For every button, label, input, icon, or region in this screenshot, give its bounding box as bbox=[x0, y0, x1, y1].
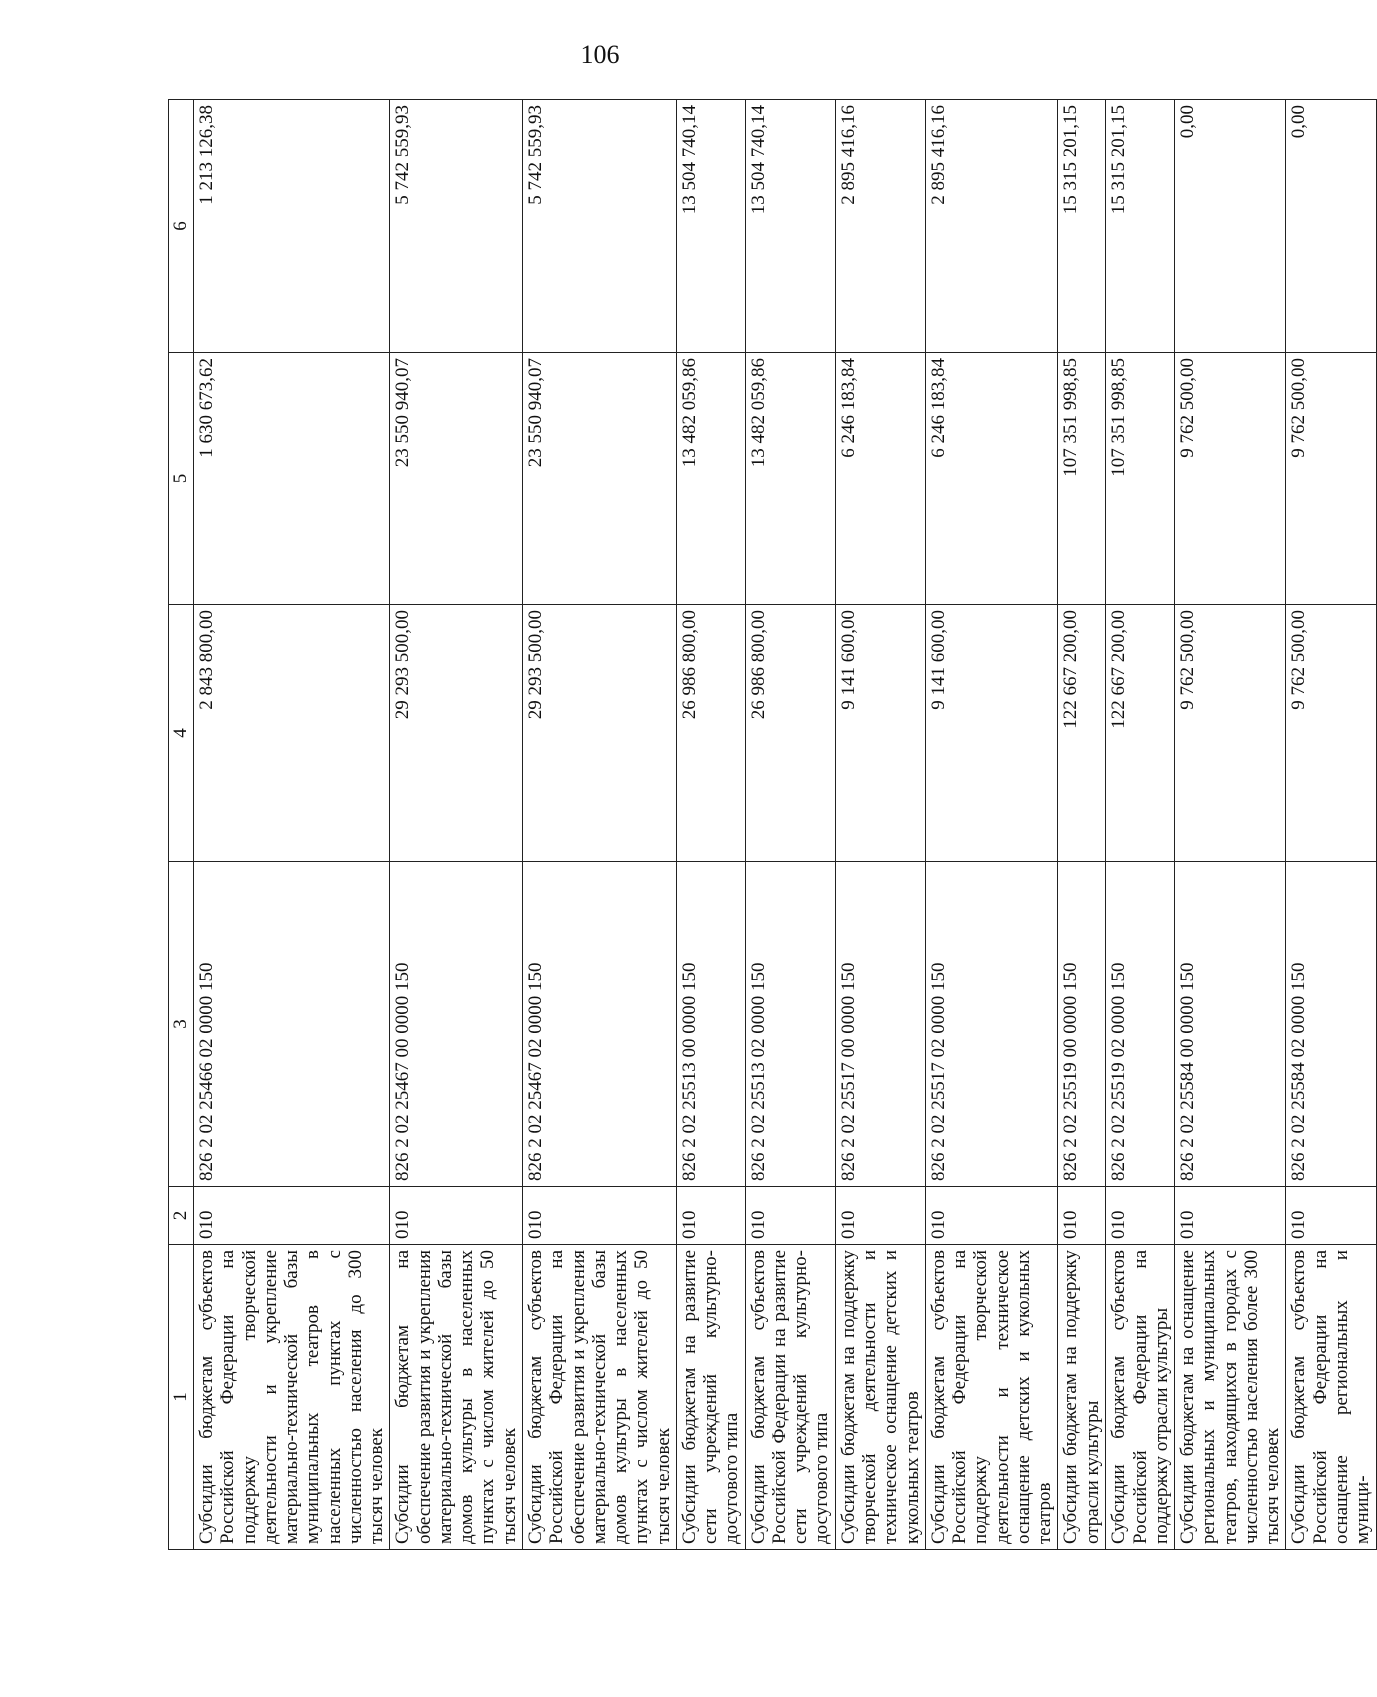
row-col5-cell: 107 351 998,85 bbox=[1058, 353, 1106, 605]
row-col4-cell: 2 843 800,00 bbox=[194, 605, 390, 862]
header-cell-1: 1 bbox=[169, 1245, 194, 1550]
row-col6-cell: 13 504 740,14 bbox=[676, 100, 745, 353]
row-code-cell: 010 bbox=[925, 1187, 1058, 1245]
table-row bbox=[676, 100, 745, 1550]
row-code-cell: 010 bbox=[194, 1187, 390, 1245]
row-kbk-cell: 826 2 02 25467 02 0000 150 bbox=[522, 862, 676, 1187]
row-code-cell: 010 bbox=[1058, 1187, 1106, 1245]
page-number: 106 bbox=[580, 40, 620, 69]
row-kbk-cell: 826 2 02 25466 02 0000 150 bbox=[194, 862, 390, 1187]
row-kbk-cell: 826 2 02 25513 02 0000 150 bbox=[745, 862, 835, 1187]
row-col6-cell: 2 895 416,16 bbox=[925, 100, 1058, 353]
row-name-cell: Субсидии бюджетам субъектов Российской Федерации на развитие сети учреждений культурно-досугового типа bbox=[745, 1245, 835, 1550]
table-container bbox=[168, 100, 1374, 1550]
row-code-cell: 010 bbox=[745, 1187, 835, 1245]
row-kbk-cell: 826 2 02 25517 00 0000 150 bbox=[835, 862, 925, 1187]
subsidies-table bbox=[168, 99, 1377, 1550]
row-col5-cell: 6 246 183,84 bbox=[925, 353, 1058, 605]
row-col5-cell: 6 246 183,84 bbox=[835, 353, 925, 605]
table-row bbox=[522, 100, 676, 1550]
row-code-cell: 010 bbox=[1286, 1187, 1376, 1245]
table-header-row bbox=[169, 100, 194, 1550]
row-name-cell: Субсидии бюджетам на оснащение региональных и муниципальных театров, находящихся в городах с численностью населения более 300 тысяч человек bbox=[1175, 1245, 1286, 1550]
row-code-cell: 010 bbox=[390, 1187, 523, 1245]
row-name-cell: Субсидии бюджетам субъектов Российской Федерации на поддержку творческой деятельности и укрепление материально-технической базы муниципальных театров в населенных пунктах с численностью населения до 300 тысяч человек bbox=[194, 1245, 390, 1550]
table-row bbox=[1058, 100, 1106, 1550]
row-col4-cell: 9 141 600,00 bbox=[925, 605, 1058, 862]
row-name-cell: Субсидии бюджетам на развитие сети учреждений культурно-досугового типа bbox=[676, 1245, 745, 1550]
row-kbk-cell: 826 2 02 25519 02 0000 150 bbox=[1106, 862, 1175, 1187]
table-row bbox=[835, 100, 925, 1550]
row-code-cell: 010 bbox=[1175, 1187, 1286, 1245]
row-code-cell: 010 bbox=[835, 1187, 925, 1245]
row-code-cell: 010 bbox=[522, 1187, 676, 1245]
row-col4-cell: 122 667 200,00 bbox=[1058, 605, 1106, 862]
row-col6-cell: 0,00 bbox=[1286, 100, 1376, 353]
table-row bbox=[1286, 100, 1376, 1550]
row-col6-cell: 13 504 740,14 bbox=[745, 100, 835, 353]
table-row bbox=[390, 100, 523, 1550]
row-col6-cell: 15 315 201,15 bbox=[1106, 100, 1175, 353]
table-row bbox=[925, 100, 1058, 1550]
row-col6-cell: 1 213 126,38 bbox=[194, 100, 390, 353]
row-code-cell: 010 bbox=[1106, 1187, 1175, 1245]
row-name-cell: Субсидии бюджетам на поддержку творческой деятельности и техническое оснащение детских и кукольных театров bbox=[835, 1245, 925, 1550]
row-col5-cell: 9 762 500,00 bbox=[1175, 353, 1286, 605]
header-cell-2: 2 bbox=[169, 1187, 194, 1245]
row-kbk-cell: 826 2 02 25517 02 0000 150 bbox=[925, 862, 1058, 1187]
row-col5-cell: 9 762 500,00 bbox=[1286, 353, 1376, 605]
row-kbk-cell: 826 2 02 25513 00 0000 150 bbox=[676, 862, 745, 1187]
row-kbk-cell: 826 2 02 25519 00 0000 150 bbox=[1058, 862, 1106, 1187]
row-name-cell: Субсидии бюджетам субъектов Российской Федерации на поддержку отрасли культуры bbox=[1106, 1245, 1175, 1550]
row-col6-cell: 15 315 201,15 bbox=[1058, 100, 1106, 353]
table-row bbox=[745, 100, 835, 1550]
row-col4-cell: 9 762 500,00 bbox=[1286, 605, 1376, 862]
header-cell-4: 4 bbox=[169, 605, 194, 862]
row-name-cell: Субсидии бюджетам субъектов Российской Федерации на оснащение региональных и муници- bbox=[1286, 1245, 1376, 1550]
row-col5-cell: 13 482 059,86 bbox=[745, 353, 835, 605]
table-row bbox=[1175, 100, 1286, 1550]
row-name-cell: Субсидии бюджетам на обеспечение развития и укрепления материально-технической базы домов культуры в населенных пунктах с числом жителей до 50 тысяч человек bbox=[390, 1245, 523, 1550]
row-name-cell: Субсидии бюджетам субъектов Российской Федерации на обеспечение развития и укрепления материально-технической базы домов культуры в населенных пунктах с числом жителей до 50 тысяч человек bbox=[522, 1245, 676, 1550]
row-col6-cell: 2 895 416,16 bbox=[835, 100, 925, 353]
row-col5-cell: 23 550 940,07 bbox=[390, 353, 523, 605]
row-name-cell: Субсидии бюджетам на поддержку отрасли культуры bbox=[1058, 1245, 1106, 1550]
row-col5-cell: 23 550 940,07 bbox=[522, 353, 676, 605]
row-name-cell: Субсидии бюджетам субъектов Российской Федерации на поддержку творческой деятельности и техническое оснащение детских и кукольных театров bbox=[925, 1245, 1058, 1550]
row-col6-cell: 0,00 bbox=[1175, 100, 1286, 353]
header-cell-3: 3 bbox=[169, 862, 194, 1187]
row-col4-cell: 9 762 500,00 bbox=[1175, 605, 1286, 862]
row-kbk-cell: 826 2 02 25584 02 0000 150 bbox=[1286, 862, 1376, 1187]
row-col4-cell: 26 986 800,00 bbox=[745, 605, 835, 862]
row-col4-cell: 122 667 200,00 bbox=[1106, 605, 1175, 862]
row-col4-cell: 9 141 600,00 bbox=[835, 605, 925, 862]
header-cell-6: 6 bbox=[169, 100, 194, 353]
table-row bbox=[1106, 100, 1175, 1550]
table-row bbox=[194, 100, 390, 1550]
row-col6-cell: 5 742 559,93 bbox=[390, 100, 523, 353]
header-cell-5: 5 bbox=[169, 353, 194, 605]
row-col4-cell: 26 986 800,00 bbox=[676, 605, 745, 862]
row-col5-cell: 13 482 059,86 bbox=[676, 353, 745, 605]
row-code-cell: 010 bbox=[676, 1187, 745, 1245]
row-col5-cell: 107 351 998,85 bbox=[1106, 353, 1175, 605]
row-kbk-cell: 826 2 02 25467 00 0000 150 bbox=[390, 862, 523, 1187]
row-col4-cell: 29 293 500,00 bbox=[390, 605, 523, 862]
row-col6-cell: 5 742 559,93 bbox=[522, 100, 676, 353]
row-col5-cell: 1 630 673,62 bbox=[194, 353, 390, 605]
row-kbk-cell: 826 2 02 25584 00 0000 150 bbox=[1175, 862, 1286, 1187]
row-col4-cell: 29 293 500,00 bbox=[522, 605, 676, 862]
